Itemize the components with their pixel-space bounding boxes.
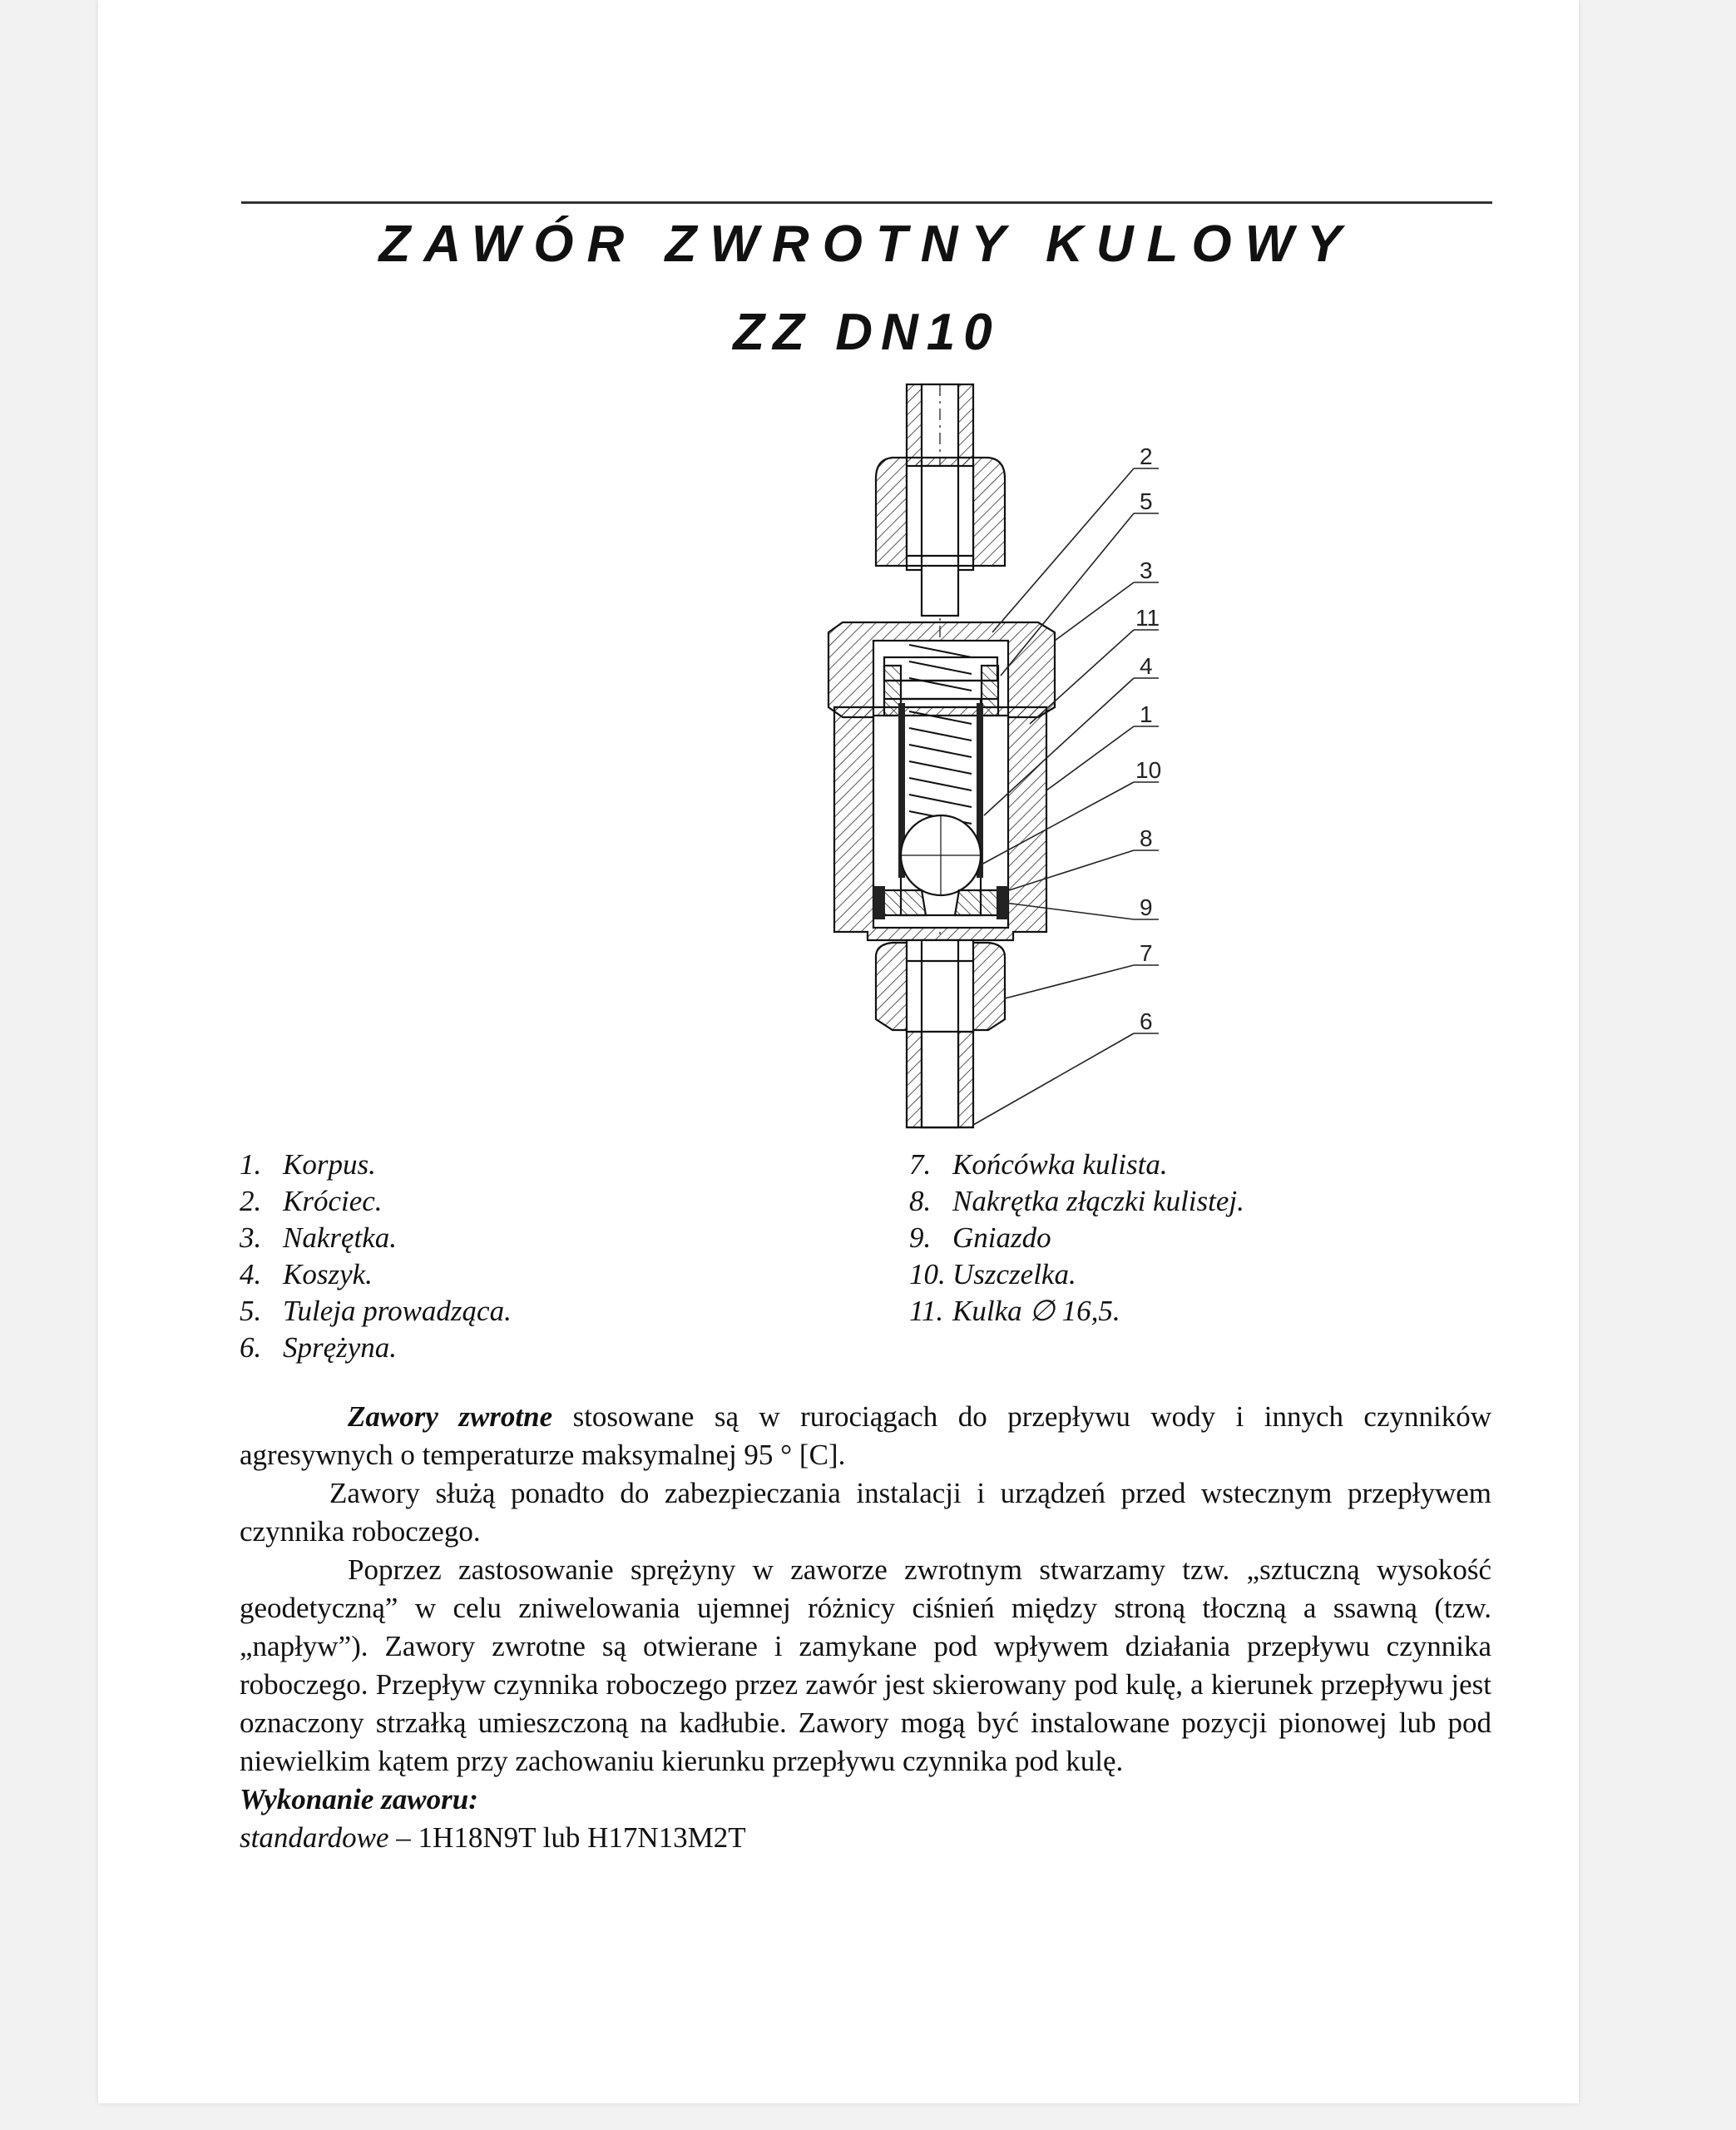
legend-item: 6. Sprężyna.	[240, 1331, 398, 1364]
legend-item: 5. Tuleja prowadząca.	[240, 1295, 512, 1327]
legend-item: 2. Króciec.	[240, 1185, 383, 1217]
parts-legend-right	[909, 1147, 1244, 1330]
legend-item: 1. Korpus.	[240, 1148, 376, 1181]
paragraph-3: Poprzez zastosowanie sprężyny w zaworze zwrotnym stwarzamy tzw. „sztuczną wysokość geodetyczną” w celu zniwelowania ujemnej różnicy ciśnień między stroną tłoczną a ssawną (tzw. „napływ”). Zawory zwrotne są otwierane i zamykane pod wpływem działania przepływu czynnika roboczego. Przepływ czynnika roboczego przez zawór jest skierowany pod kulę, a kierunek przepływu jest oznaczony strzałką umieszczoną na kadłubie. Zawory mogą być instalowane pozycji pionowej lub pod niewielkim kątem przy zachowaniu kierunku przepływu czynnika pod kulę.	[240, 1553, 1491, 1777]
legend-item: 10. Uszczelka.	[909, 1258, 1076, 1290]
legend-item: 9. Gniazdo	[909, 1221, 1051, 1254]
page-subtitle: ZZ DN10	[733, 304, 1001, 361]
callout-9: 9	[1140, 894, 1153, 920]
callout-3: 3	[1140, 557, 1153, 583]
callout-4: 4	[1140, 653, 1153, 679]
legend-item: 7. Końcówka kulista.	[909, 1148, 1168, 1181]
execution-standard: standardowe – 1H18N9T lub H17N13M2T	[240, 1821, 746, 1854]
callout-7: 7	[1140, 940, 1153, 966]
header-rule	[241, 201, 1492, 204]
callout-8: 8	[1140, 825, 1153, 851]
execution-heading: Wykonanie zaworu:	[240, 1783, 478, 1815]
callout-11: 11	[1135, 605, 1160, 631]
callout-6: 6	[1140, 1008, 1153, 1034]
page-title: ZAWÓR ZWROTNY KULOWY	[378, 215, 1355, 273]
legend-item: 3. Nakrętka.	[240, 1221, 398, 1254]
description-text	[240, 1398, 1491, 1857]
legend-item: 8. Nakrętka złączki kulistej.	[909, 1185, 1244, 1217]
parts-legend-left	[240, 1147, 512, 1366]
callout-10: 10	[1135, 757, 1162, 783]
callout-1: 1	[1140, 701, 1153, 727]
callout-2: 2	[1140, 443, 1153, 469]
paragraph-1: Zawory zwrotne stosowane są w rurociągach do przepływu wody i innych czynników agresywnych o temperaturze maksymalnej 95 ° [C].	[240, 1400, 1491, 1471]
legend-item: 11. Kulka ∅ 16,5.	[909, 1295, 1120, 1327]
callout-5: 5	[1140, 488, 1153, 514]
valve-cross-section-drawing	[797, 379, 1180, 1144]
paragraph-2: Zawory służą ponadto do zabezpieczania instalacji i urządzeń przed wstecznym przepływem czynnika roboczego.	[240, 1477, 1491, 1548]
legend-item: 4. Koszyk.	[240, 1258, 373, 1290]
